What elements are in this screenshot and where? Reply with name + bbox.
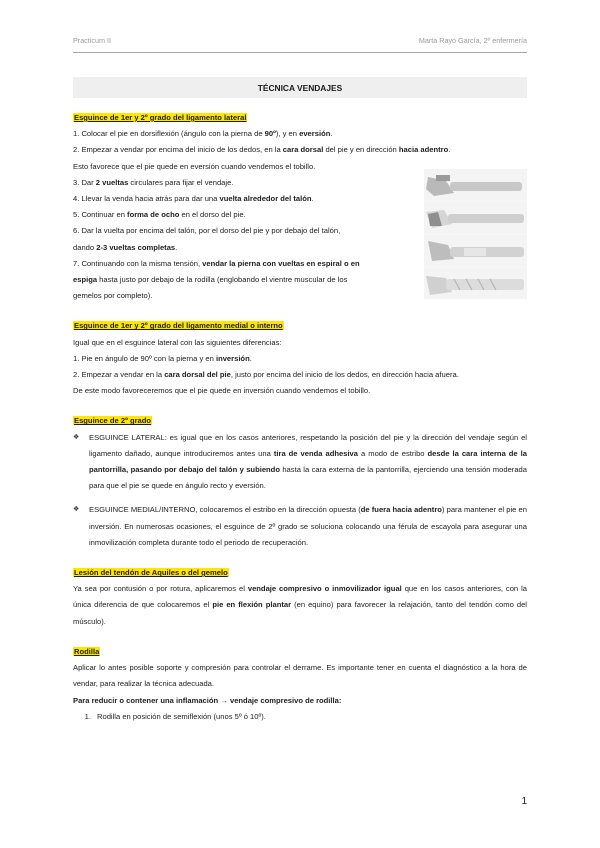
lateral-step-7-end: gemelos por completo). bbox=[73, 291, 153, 301]
lateral-step-4: 4. Llevar la venda hacia atrás para dar una vuelta alrededor del talón. bbox=[73, 194, 314, 204]
medial-note: De este modo favoreceremos que el pie quede en inversión cuando vendemos el tobillo. bbox=[73, 386, 371, 396]
lateral-step-7: 7. Continuando con la misma tensión, vendar la pierna con vueltas en espiral o en bbox=[73, 258, 360, 268]
knee-list-item: 1. Rodilla en posición de semiflexión (unos 5º ó 10º). bbox=[84, 711, 266, 721]
lateral-step-6: 6. Dar la vuelta por encima del talón, por el dorso del pie y por debajo del talón, bbox=[73, 226, 341, 236]
header-left: Practicum II bbox=[73, 36, 111, 45]
diamond-bullet-icon: ❖ bbox=[73, 433, 80, 441]
knee-paragraph: Aplicar lo antes posible soporte y compresión para controlar el derrame. Es importante tener en cuenta el diagnóstico a la hora de vendar, para realizar la técnica adecuada. bbox=[73, 663, 527, 689]
header-divider bbox=[73, 52, 527, 53]
lateral-step-1: 1. Colocar el pie en dorsiflexión (ángulo con la pierna de 90º), y en eversión. bbox=[73, 129, 333, 139]
grade2-bullet-lateral: ❖ ESGUINCE LATERAL: es igual que en los casos anteriores, respetando la posición del pie y la dirección del vendaje según el ligamento dañado, aunque introduciremos antes una tira de venda adhesiva a modo de estribo desde la cara interna de la pantorrilla, pasando por debajo del talón y subiendo hasta la cara externa de la pantorrilla, ejerciendo una tensión moderada para que el pie se quede en ángulo recto y eversión. bbox=[73, 430, 527, 495]
lateral-step-6-cont: dando 2-3 vueltas completas. bbox=[73, 242, 178, 252]
document-title: TÉCNICA VENDAJES bbox=[73, 77, 527, 98]
section-title-lateral: Esguince de 1er y 2º grado del ligamento lateral bbox=[74, 113, 247, 122]
section-title-grade2: Esguince de 2º grado bbox=[74, 416, 152, 426]
lateral-step-5: 5. Continuar en forma de ocho en el dorso del pie. bbox=[73, 210, 246, 220]
lateral-step-7-cont: espiga hasta justo por debajo de la rodilla (englobando el vientre muscular de los bbox=[73, 275, 348, 285]
achilles-paragraph: Ya sea por contusión o por rotura, aplicaremos el vendaje compresivo o inmovilizador igual que en los casos anteriores, con la única diferencia de que colocaremos el pie en flexión plantar (en equino) para favorecer la relajación, tanto del tendón como del músculo). bbox=[73, 584, 527, 626]
medial-intro: Igual que en el esguince lateral con las siguientes diferencias: bbox=[73, 337, 282, 347]
lateral-step-2-note: Esto favorece que el pie quede en eversión cuando vendemos el tobillo. bbox=[73, 161, 316, 171]
section-title-achilles: Lesión del tendón de Aquiles o del gemelo bbox=[74, 568, 228, 578]
lateral-step-3: 3. Dar 2 vueltas circulares para fijar el vendaje. bbox=[73, 177, 234, 187]
diamond-bullet-icon: ❖ bbox=[73, 506, 80, 514]
medial-step-1: 1. Pie en ángulo de 90º con la pierna y en inversión. bbox=[73, 353, 252, 363]
document-body bbox=[73, 110, 527, 725]
section-title-medial: Esguince de 1er y 2º grado del ligamento medial o interno bbox=[74, 321, 283, 331]
page-number: 1 bbox=[521, 796, 527, 807]
header-right: Marta Rayo García, 2º enfermería bbox=[418, 36, 527, 45]
grade2-bullet-medial: ❖ ESGUINCE MEDIAL/INTERNO, colocaremos el estribo en la dirección opuesta (de fuera hacia adentro) para mantener el pie en inversión. En numerosas ocasiones, el esguince de 2º grado se soluciona colocando una férula de escayola para asegurar una inmovilización completa durante todo el periodo de recuperación. bbox=[73, 502, 527, 551]
knee-subheading: Para reducir o contener una inflamación → vendaje compresivo de rodilla: bbox=[73, 695, 342, 705]
section-title-knee: Rodilla bbox=[74, 646, 100, 656]
medial-step-2: 2. Empezar a vendar en la cara dorsal del pie, justo por encima del inicio de los dedos, en dirección hacia afuera. bbox=[73, 370, 459, 380]
lateral-step-2: 2. Empezar a vendar por encima del inicio de los dedos, en la cara dorsal del pie y en dirección hacia adentro. bbox=[73, 145, 451, 155]
